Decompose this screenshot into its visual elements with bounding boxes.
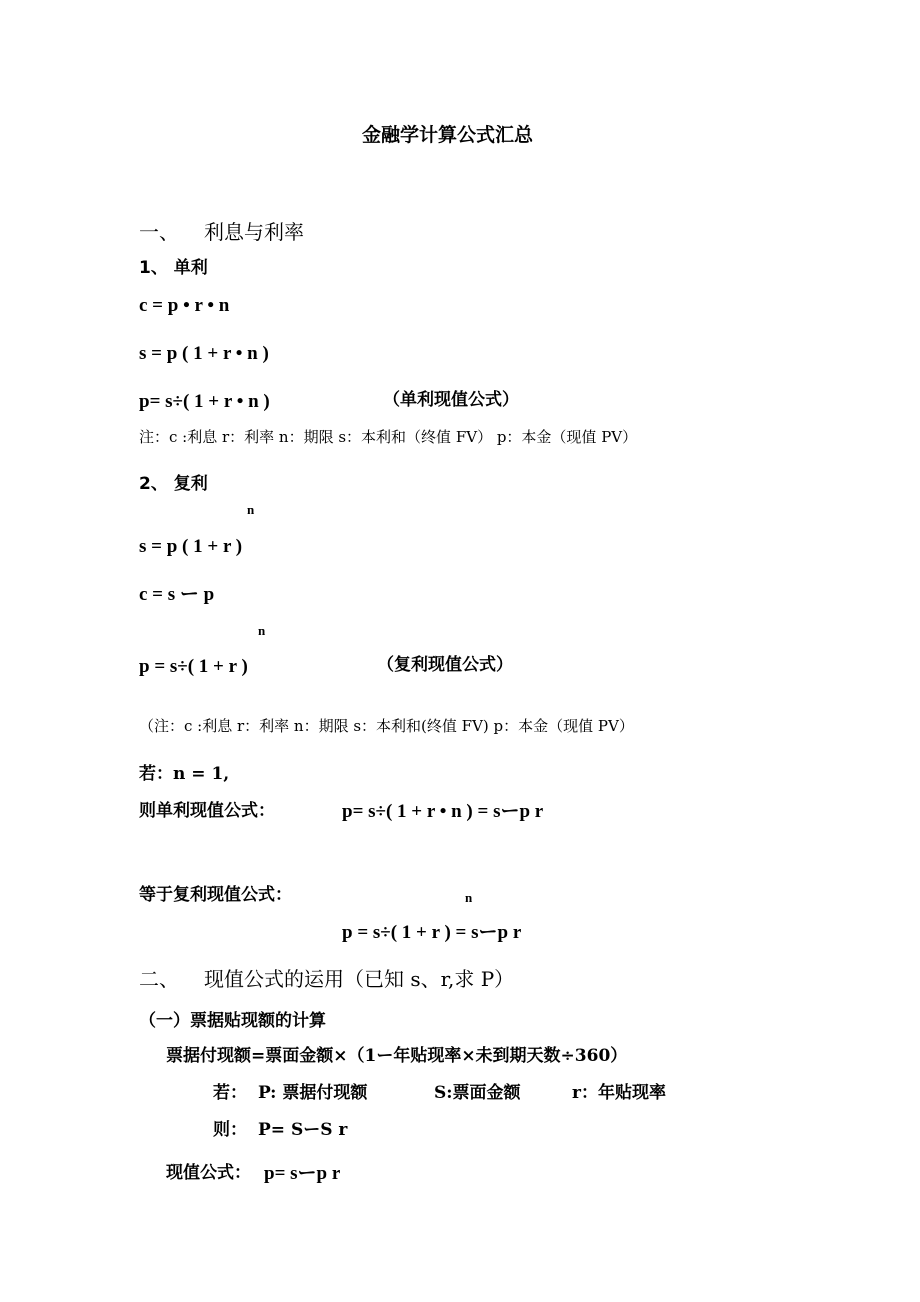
- present-value-label: 现值公式：: [166, 1163, 251, 1183]
- definition-s: S:票面金额: [434, 1083, 521, 1103]
- then-label: 则：: [213, 1120, 247, 1140]
- section1-number: 一、: [139, 220, 179, 244]
- equals-compound-label: 等于复利现值公式：: [139, 885, 292, 905]
- page-title: 金融学计算公式汇总: [362, 124, 534, 146]
- section2-number: 二、: [139, 967, 179, 991]
- then-formula: P= SーS r: [258, 1120, 348, 1140]
- section2-heading: 现值公式的运用（已知 s、r,求 P）: [204, 967, 515, 991]
- if-label: 若：: [213, 1083, 247, 1103]
- compound-formula-3: p = s÷( 1 + r ): [139, 656, 248, 677]
- compound-note: （注：c :利息 r：利率 n：期限 s：本利和(终值 FV) p：本金（现值 PV）: [139, 717, 634, 735]
- then-simple-label: 则单利现值公式：: [139, 801, 275, 821]
- simple-formula-2: s = p ( 1 + r • n ): [139, 343, 269, 364]
- simple-formula-3: p= s÷( 1 + r • n ): [139, 391, 270, 412]
- section1-heading: 利息与利率: [204, 220, 304, 244]
- simple-interest-label: 1、 单利: [139, 258, 208, 278]
- simple-note: 注：c :利息 r：利率 n：期限 s：本利和（终值 FV） p：本金（现值 PV）: [139, 428, 638, 446]
- if-n-equals-1: 若：n = 1,: [139, 764, 230, 784]
- compound-formula-3-note: （复利现值公式）: [377, 655, 513, 675]
- present-value-formula: p= sーp r: [264, 1163, 341, 1184]
- simple-formula-3-note: （单利现值公式）: [383, 390, 519, 410]
- bill-discount-formula: 票据付现额=票面金额×（1ー年贴现率×未到期天数÷360）: [166, 1046, 628, 1066]
- equals-compound-formula: p = s÷( 1 + r ) = sーp r: [342, 922, 522, 943]
- compound-formula-2: c = s ー p: [139, 584, 215, 605]
- definition-r: r：年贴现率: [572, 1083, 666, 1103]
- compound-interest-label: 2、 复利: [139, 474, 208, 494]
- compound-exponent-1: n: [247, 502, 255, 517]
- compound-formula-1: s = p ( 1 + r ): [139, 536, 243, 557]
- equals-compound-exponent: n: [465, 890, 473, 905]
- simple-formula-1: c = p • r • n: [139, 295, 230, 316]
- compound-exponent-2: n: [258, 623, 266, 638]
- definition-p: P: 票据付现额: [258, 1083, 368, 1103]
- bill-discount-subheading: （一）票据贴现额的计算: [139, 1011, 326, 1031]
- then-simple-formula: p= s÷( 1 + r • n ) = sーp r: [342, 801, 544, 822]
